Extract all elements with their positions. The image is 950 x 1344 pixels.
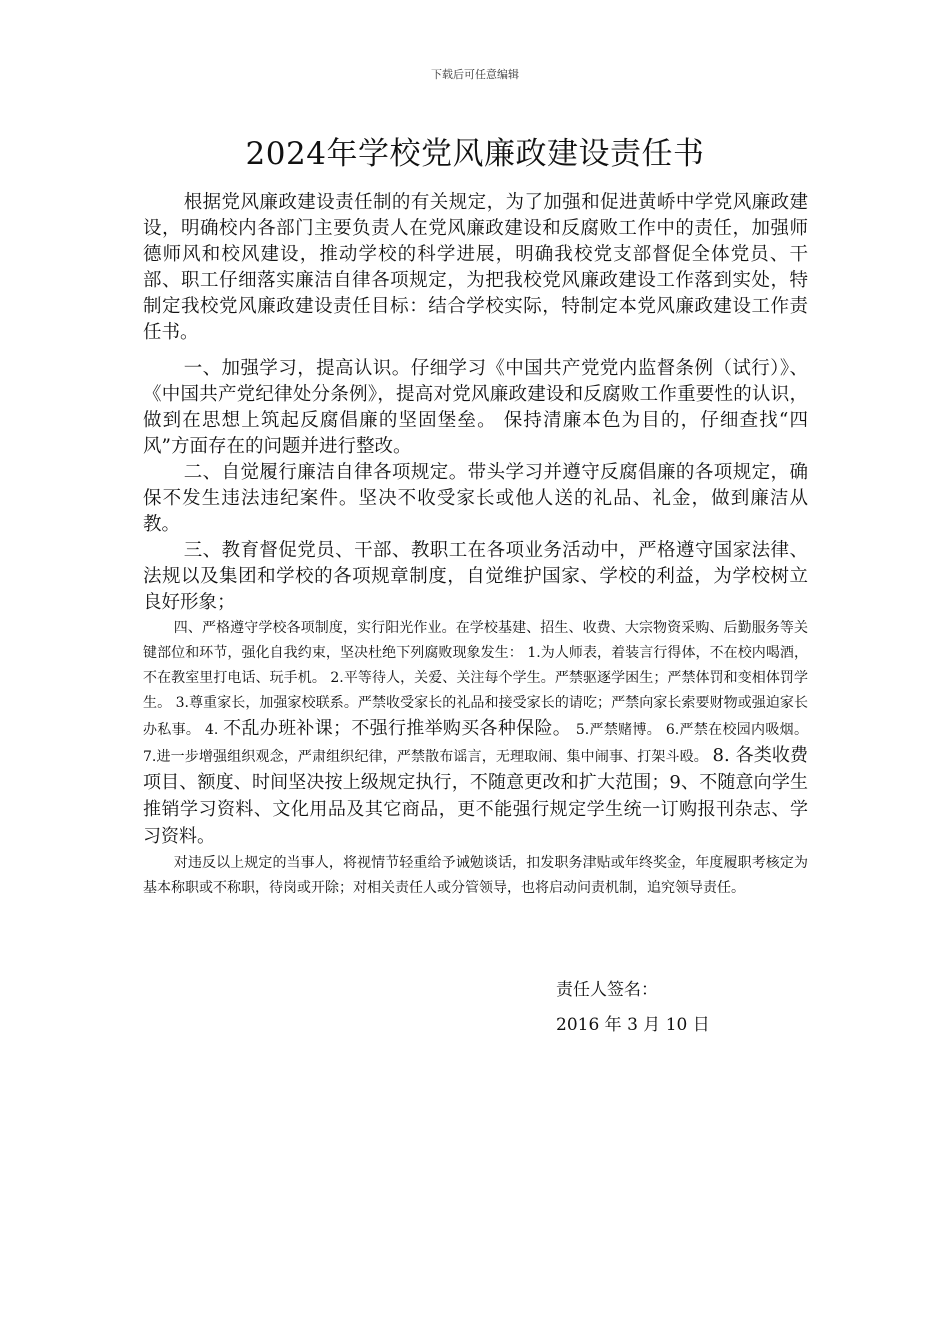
page-header-note: 下载后可任意编辑 (431, 68, 519, 81)
item-4-text-a: 四、严格遵守学校各项制度，实行阳光作业。在学校基建、招生、收费、大宗物资采购、后勤服务等关键部位和环节，强化自我约束，坚决杜绝下列腐败现象发生： 1.为人师表，着装言行得体，不在校内喝酒，不在教室里打电话、玩手机。 2.平等待人，关爱、关注每个学生。严禁驱逐学困生；严禁体罚和变相体罚学生。 3.尊重家长，加强家校联系。严禁收受家长的礼品和接受家长的请吃；严禁向家长索要财物或强迫家长办私事。 4. (143, 620, 808, 738)
closing-paragraph: 对违反以上规定的当事人，将视情节轻重给予诫勉谈话，扣发职务津贴或年终奖金，年度履职考核定为基本称职或不称职，待岗或开除；对相关责任人或分管领导，也将启动问责机制，追究领导责任。 (143, 855, 808, 896)
signature-date: 2016 年 3 月 10 日 (556, 1015, 710, 1035)
item-3-paragraph: 三、教育督促党员、干部、教职工在各项业务活动中，严格遵守国家法律、法规以及集团和学校的各项规章制度，自觉维护国家、学校的利益，为学校树立良好形象； (143, 540, 808, 613)
document-title: 2024年学校党风廉政建设责任书 (245, 136, 705, 172)
document-body (143, 190, 808, 901)
item-2-paragraph: 二、自觉履行廉洁自律各项规定。带头学习并遵守反腐倡廉的各项规定，确保不发生违法违纪案件。坚决不收受家长或他人送的礼品、礼金，做到廉洁从教。 (143, 462, 808, 535)
item-1-paragraph: 一、加强学习，提高认识。仔细学习《中国共产党党内监督条例（试行）》、《中国共产党纪律处分条例》，提高对党风廉政建设和反腐败工作重要性的认识，做到在思想上筑起反腐倡廉的坚固堡垒。 保持清廉本色为目的，仔细查找“四风”方面存在的问题并进行整改。 (143, 358, 808, 457)
signature-label: 责任人签名： (556, 980, 658, 1000)
item-4-text-c: 5.严禁赌博。 6.严禁在校园内吸烟。 7.进一步增强组织观念，严肃组织纪律，严禁散布谣言，无理取闹、集中闹事、打架斗殴。 (143, 722, 808, 765)
item-4-text-b: 不乱办班补课；不强行推举购买各种保险。 (223, 718, 572, 739)
intro-paragraph: 根据党风廉政建设责任制的有关规定，为了加强和促进黄峤中学党风廉政建设，明确校内各部门主要负责人在党风廉政建设和反腐败工作中的责任，加强师德师风和校风建设，推动学校的科学进展，明确我校党支部督促全体党员、干部、职工仔细落实廉洁自律各项规定，为把我校党风廉政建设工作落到实处，特制定我校党风廉政建设责任目标：结合学校实际，特制定本党风廉政建设工作责任书。 (143, 192, 808, 343)
item-4-paragraph (143, 616, 808, 851)
item-4-text-d: 8. 各类收费项目、额度、时间坚决按上级规定执行，不随意更改和扩大范围；9、不随意向学生推销学习资料、文化用品及其它商品，更不能强行规定学生统一订购报刊杂志、学习资料。 (143, 745, 808, 847)
